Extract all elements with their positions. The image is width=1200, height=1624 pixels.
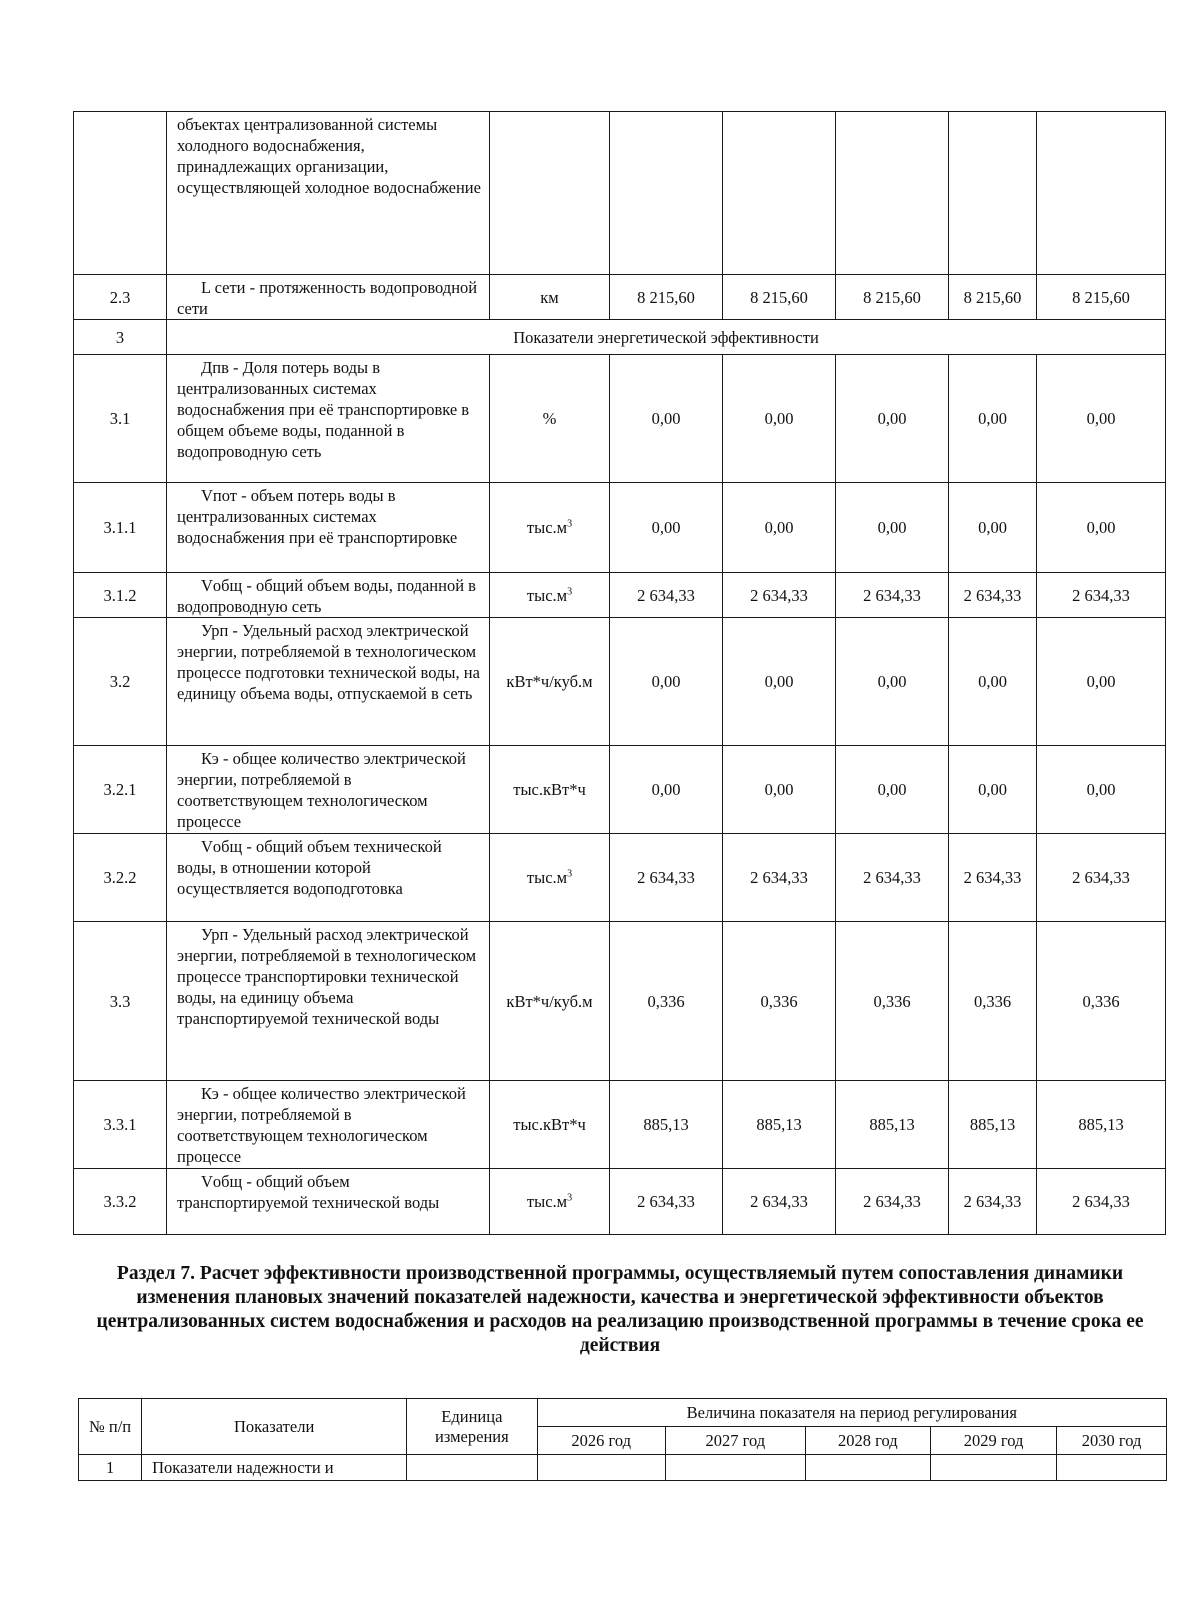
value-cell: 0,00 <box>723 483 836 573</box>
value-cell <box>949 112 1037 275</box>
value-cell: 2 634,33 <box>723 573 836 618</box>
value-cell <box>407 1455 537 1481</box>
indicator-unit: кВт*ч/куб.м <box>490 922 610 1081</box>
value-cell <box>665 1455 805 1481</box>
value-cell: 2 634,33 <box>1037 1169 1166 1235</box>
value-cell: 0,00 <box>1037 483 1166 573</box>
value-cell: 0,00 <box>836 483 949 573</box>
row-number: 3.3 <box>74 922 167 1081</box>
header-year: 2027 год <box>665 1427 805 1455</box>
indicator-unit: кВт*ч/куб.м <box>490 618 610 746</box>
row-number: 3.1 <box>74 355 167 483</box>
table-row <box>74 573 1166 618</box>
indicator-name: Урп - Удельный расход электрической энергии, потребляемой в технологическом процессе транспортировки технической воды, на единицу объема транспортируемой технической воды <box>167 922 490 1081</box>
value-cell: 0,00 <box>836 355 949 483</box>
indicator-unit: $тыс.м^3$ <box>490 834 610 922</box>
value-cell <box>836 112 949 275</box>
row-number: 3 <box>74 320 167 355</box>
table-row <box>74 1081 1166 1169</box>
header-indicators: Показатели <box>142 1399 407 1455</box>
indicator-name: Vобщ - общий объем технической воды, в отношении которой осуществляется водоподготовка <box>167 834 490 922</box>
value-cell: 2 634,33 <box>949 834 1037 922</box>
value-cell: 2 634,33 <box>836 834 949 922</box>
value-cell: 0,00 <box>949 746 1037 834</box>
indicators-table <box>73 111 1166 1235</box>
row-number: 3.2.1 <box>74 746 167 834</box>
value-cell <box>805 1455 930 1481</box>
value-cell: 2 634,33 <box>610 1169 723 1235</box>
row-number: 3.3.1 <box>74 1081 167 1169</box>
value-cell <box>537 1455 665 1481</box>
value-cell: 2 634,33 <box>836 1169 949 1235</box>
value-cell: 885,13 <box>1037 1081 1166 1169</box>
section7-table <box>78 1398 1167 1481</box>
value-cell: 8 215,60 <box>949 275 1037 320</box>
indicator-name: Урп - Удельный расход электрической энергии, потребляемой в технологическом процессе подготовки технической воды, на единицу объема воды, отпускаемой в сеть <box>167 618 490 746</box>
indicator-unit: тыс.кВт*ч <box>490 746 610 834</box>
value-cell: 0,336 <box>836 922 949 1081</box>
value-cell: 0,00 <box>949 483 1037 573</box>
table-row <box>74 112 1166 275</box>
row-number: 3.2 <box>74 618 167 746</box>
value-cell: 0,00 <box>610 355 723 483</box>
value-cell: 2 634,33 <box>949 573 1037 618</box>
value-cell: 0,00 <box>949 355 1037 483</box>
value-cell: 2 634,33 <box>723 1169 836 1235</box>
indicator-name: Кэ - общее количество электрической энергии, потребляемой в соответствующем технологическом процессе <box>167 746 490 834</box>
row-number: 3.2.2 <box>74 834 167 922</box>
row-number: 1 <box>79 1455 142 1481</box>
indicator-unit: $тыс.м^3$ <box>490 573 610 618</box>
value-cell: 0,00 <box>610 746 723 834</box>
table-row <box>74 834 1166 922</box>
table-row <box>74 483 1166 573</box>
value-cell: 0,336 <box>610 922 723 1081</box>
section-row <box>74 320 1166 355</box>
indicator-name: объектах централизованной системы холодного водоснабжения, принадлежащих организации, осуществляющей холодное водоснабжение <box>167 112 490 275</box>
header-year: 2026 год <box>537 1427 665 1455</box>
row-number: 3.3.2 <box>74 1169 167 1235</box>
value-cell: 8 215,60 <box>723 275 836 320</box>
indicator-unit <box>490 112 610 275</box>
value-cell: 885,13 <box>610 1081 723 1169</box>
header-period: Величина показателя на период регулирования <box>537 1399 1166 1427</box>
value-cell: 885,13 <box>723 1081 836 1169</box>
indicator-name: Показатели надежности и <box>142 1455 407 1481</box>
row-number: 2.3 <box>74 275 167 320</box>
row-number: 3.1.2 <box>74 573 167 618</box>
indicator-unit: $тыс.м^3$ <box>490 1169 610 1235</box>
section-title: Показатели энергетической эффективности <box>167 320 1166 355</box>
value-cell: 8 215,60 <box>1037 275 1166 320</box>
value-cell: 2 634,33 <box>723 834 836 922</box>
header-year: 2028 год <box>805 1427 930 1455</box>
table-row <box>79 1455 1167 1481</box>
indicator-name: Vобщ - общий объем воды, поданной в водопроводную сеть <box>167 573 490 618</box>
value-cell: 0,336 <box>1037 922 1166 1081</box>
value-cell: 0,00 <box>610 618 723 746</box>
indicator-unit: % <box>490 355 610 483</box>
value-cell: 0,336 <box>949 922 1037 1081</box>
value-cell: 8 215,60 <box>836 275 949 320</box>
indicator-name: Дпв - Доля потерь воды в централизованных системах водоснабжения при её транспортировке в общем объеме воды, поданной в водопроводную сеть <box>167 355 490 483</box>
table-row <box>74 1169 1166 1235</box>
header-year: 2030 год <box>1057 1427 1167 1455</box>
value-cell: 0,00 <box>723 355 836 483</box>
value-cell: 0,00 <box>836 746 949 834</box>
value-cell: 0,00 <box>1037 355 1166 483</box>
value-cell <box>930 1455 1056 1481</box>
value-cell: 0,00 <box>836 618 949 746</box>
section-heading: Раздел 7. Расчет эффективности производственной программы, осуществляемый путем сопоставления динамики изменения плановых значений показателей надежности, качества и энергетической эффективности объектов централизованных систем водоснабжения и расходов на реализацию производственной программы в течение срока ее действия <box>96 1263 1144 1356</box>
value-cell <box>610 112 723 275</box>
indicator-name: Vобщ - общий объем транспортируемой технической воды <box>167 1169 490 1235</box>
table-row <box>74 746 1166 834</box>
table-row <box>74 275 1166 320</box>
value-cell: 2 634,33 <box>836 573 949 618</box>
table-row <box>74 922 1166 1081</box>
value-cell: 0,00 <box>1037 618 1166 746</box>
row-number: 3.1.1 <box>74 483 167 573</box>
table-header-row <box>79 1399 1167 1427</box>
indicator-name: L сети - протяженность водопроводной сети <box>167 275 490 320</box>
value-cell: 8 215,60 <box>610 275 723 320</box>
value-cell: 0,00 <box>723 618 836 746</box>
indicator-unit: км <box>490 275 610 320</box>
value-cell: 2 634,33 <box>1037 573 1166 618</box>
value-cell <box>723 112 836 275</box>
value-cell: 0,00 <box>1037 746 1166 834</box>
value-cell: 2 634,33 <box>1037 834 1166 922</box>
header-year: 2029 год <box>930 1427 1056 1455</box>
indicator-unit: $тыс.м^3$ <box>490 483 610 573</box>
value-cell: 0,00 <box>723 746 836 834</box>
row-number <box>74 112 167 275</box>
value-cell <box>1057 1455 1167 1481</box>
table-row <box>74 355 1166 483</box>
header-num: № п/п <box>79 1399 142 1455</box>
value-cell: 885,13 <box>836 1081 949 1169</box>
value-cell: 885,13 <box>949 1081 1037 1169</box>
indicator-name: Vпот - объем потерь воды в централизованных системах водоснабжения при её транспортировке <box>167 483 490 573</box>
value-cell: 2 634,33 <box>610 573 723 618</box>
value-cell: 0,00 <box>610 483 723 573</box>
value-cell <box>1037 112 1166 275</box>
table-row <box>74 618 1166 746</box>
value-cell: 2 634,33 <box>949 1169 1037 1235</box>
indicator-name: Кэ - общее количество электрической энергии, потребляемой в соответствующем технологическом процессе <box>167 1081 490 1169</box>
value-cell: 0,00 <box>949 618 1037 746</box>
indicator-unit: тыс.кВт*ч <box>490 1081 610 1169</box>
value-cell: 0,336 <box>723 922 836 1081</box>
header-unit: Единица измерения <box>407 1399 537 1455</box>
value-cell: 2 634,33 <box>610 834 723 922</box>
